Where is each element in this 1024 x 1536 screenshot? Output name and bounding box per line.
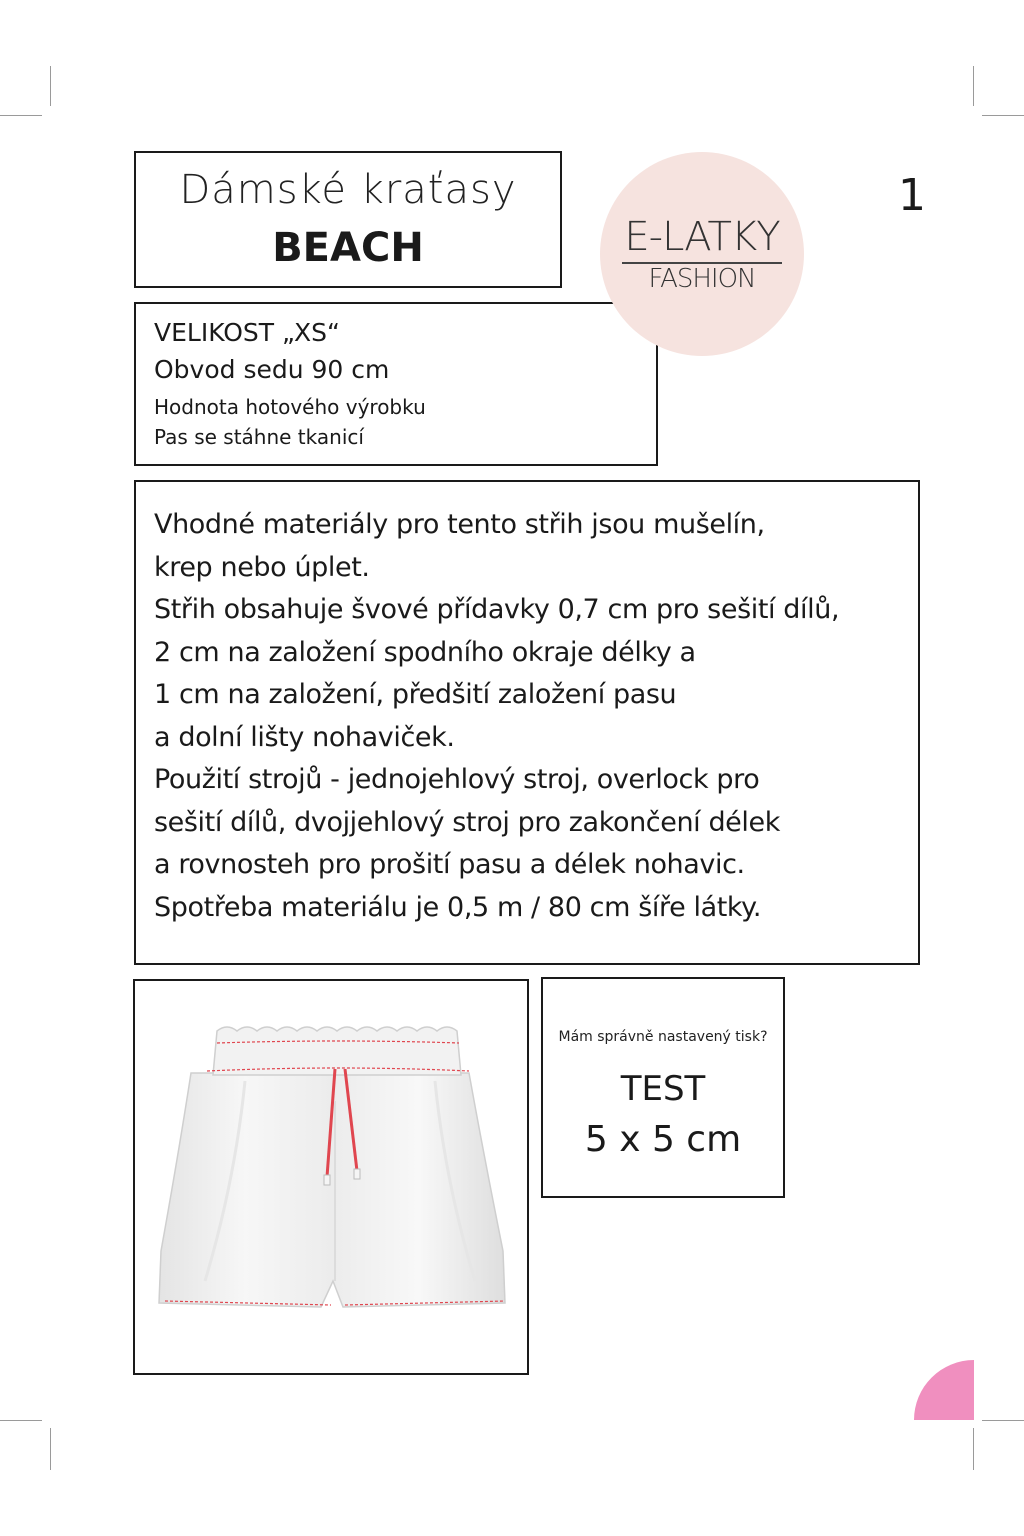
waist-drawstring-note: Pas se stáhne tkanicí <box>154 425 364 449</box>
logo-wordmark: E-LATKY <box>624 214 780 260</box>
product-title: Dámské kraťasy <box>179 167 517 213</box>
crop-mark-top-right-v <box>973 66 974 106</box>
crop-mark-bottom-right-h <box>982 1420 1024 1421</box>
print-test-box <box>541 977 785 1198</box>
crop-mark-bottom-left-v <box>50 1428 51 1470</box>
description-line: a rovnosteh pro prošití pasu a délek nohavic. <box>154 849 745 880</box>
brand-logo <box>600 152 804 356</box>
shorts-illustration <box>135 981 527 1373</box>
pink-corner-decoration <box>914 1360 974 1420</box>
description-box <box>134 480 920 965</box>
description-line: Použití strojů - jednojehlový stroj, overlock pro <box>154 764 760 795</box>
crop-mark-bottom-left-h <box>0 1420 42 1421</box>
title-box <box>134 151 562 288</box>
product-name: BEACH <box>272 225 424 271</box>
description-line: 1 cm na založení, předšití založení pasu <box>154 679 677 710</box>
finished-value-note: Hodnota hotového výrobku <box>154 395 426 419</box>
hip-girth: Obvod sedu 90 cm <box>154 355 390 384</box>
size-label: VELIKOST „XS“ <box>154 318 340 347</box>
description-line: sešití dílů, dvojjehlový stroj pro zakončení délek <box>154 806 780 838</box>
description-line: krep nebo úplet. <box>154 551 370 583</box>
description-line: Vhodné materiály pro tento střih jsou mušelín, <box>154 509 765 540</box>
crop-mark-top-left-h <box>0 115 42 116</box>
test-size: 5 x 5 cm <box>584 1119 742 1160</box>
page-number: 1 <box>898 170 926 221</box>
product-image-box <box>133 979 529 1375</box>
size-info-box <box>134 302 658 466</box>
print-check-question: Mám správně nastavený tisk? <box>558 1029 768 1045</box>
crop-mark-bottom-right-v <box>973 1428 974 1470</box>
description-line: 2 cm na založení spodního okraje délky a <box>154 636 696 668</box>
test-label: TEST <box>620 1069 706 1109</box>
crop-mark-top-left-v <box>50 66 51 106</box>
description-line: Spotřeba materiálu je 0,5 m / 80 cm šíře látky. <box>154 891 762 923</box>
logo-subtitle: FASHION <box>648 264 756 294</box>
crop-mark-top-right-h <box>982 115 1024 116</box>
description-line: a dolní lišty nohaviček. <box>154 721 455 753</box>
description-line: Střih obsahuje švové přídavky 0,7 cm pro sešití dílů, <box>154 594 840 625</box>
